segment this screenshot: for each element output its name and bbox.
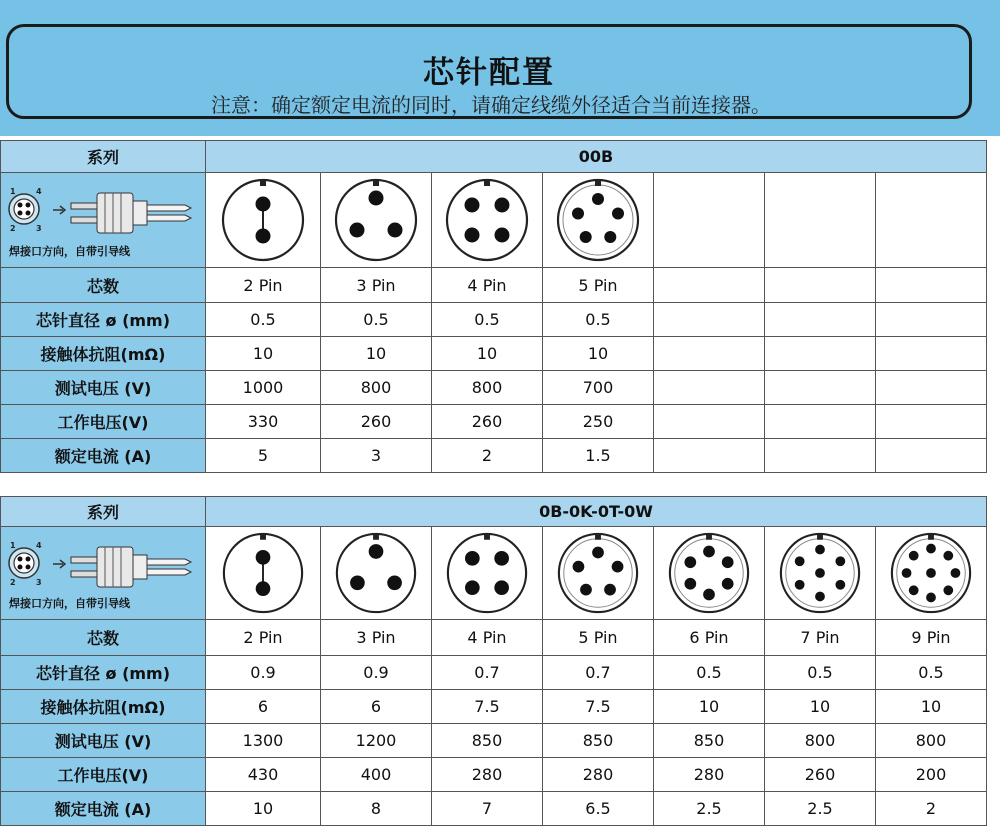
row-label: 芯针直径 ø (mm) [1,656,206,690]
table-cell: 200 [876,758,987,792]
table-cell: 430 [206,758,321,792]
pin-dot [815,545,825,555]
table-cell: 0.5 [876,656,987,690]
pin-dot [369,191,384,206]
table-row [1,439,987,473]
pin-dot [604,584,616,596]
connector-illustration [1,527,206,620]
side-pin-2: 2 [10,578,16,587]
pin-dot [572,208,584,220]
table-cell: 5 Pin [543,620,654,656]
row-label: 测试电压 (V) [1,724,206,758]
pin-dot [909,551,919,561]
table-row [1,337,987,371]
row-label: 工作电压(V) [1,758,206,792]
table-cell: 3 Pin [321,268,432,303]
side-pin-1: 1 [10,187,16,196]
pin-dot [795,556,805,566]
table-cell: 260 [765,758,876,792]
empty-cell [654,173,765,268]
table-cell [765,439,876,473]
table-cell: 0.9 [206,656,321,690]
table-cell: 5 [206,439,321,473]
table-cell: 2 [876,792,987,826]
table-cell: 1.5 [543,439,654,473]
table-cell [654,303,765,337]
table-cell: 5 Pin [543,268,654,303]
pin-layout-icon [776,529,864,617]
table-cell: 6 [321,690,432,724]
pin-dot [926,544,936,554]
empty-cell [765,173,876,268]
pin-layout-icon [332,529,420,617]
row-label: 芯数 [1,268,206,303]
pin-dot [951,568,961,578]
pin-dot [465,198,480,213]
table-row [1,792,987,826]
pin-layout-icon [554,529,642,617]
table-cell: 250 [543,405,654,439]
side-pin-4: 4 [36,187,42,196]
pin-dot [495,228,510,243]
pin-dot [465,551,480,566]
table-cell: 10 [432,337,543,371]
table-cell: 4 Pin [432,620,543,656]
pin-dot [815,592,825,602]
pin-layout-icon [553,175,643,265]
table-row [1,405,987,439]
pin-layout-icon [887,529,975,617]
pin-dot [465,228,480,243]
pin-dot [943,551,953,561]
pin-dot [926,593,936,603]
pin-layout-cell [432,527,543,620]
table-cell: 2 Pin [206,620,321,656]
table-row [1,656,987,690]
table-cell: 8 [321,792,432,826]
table-row [1,620,987,656]
table-cell: 10 [876,690,987,724]
table-cell: 2.5 [765,792,876,826]
pin-dot [494,551,509,566]
pin-dot [350,575,365,590]
table-cell [876,439,987,473]
table-cell [765,371,876,405]
table-cell: 0.5 [432,303,543,337]
spec-table-0b-0k-0t-0w [0,496,987,826]
series-label: 系列 [1,497,206,527]
table-cell: 2 Pin [206,268,321,303]
table-cell: 7 Pin [765,620,876,656]
table-cell: 0.7 [432,656,543,690]
pin-dot [604,231,616,243]
table-cell: 260 [432,405,543,439]
table-cell: 0.5 [765,656,876,690]
table-cell: 850 [543,724,654,758]
title-banner [6,24,972,119]
table-cell: 0.7 [543,656,654,690]
table-cell: 7.5 [432,690,543,724]
table-cell: 800 [876,724,987,758]
table-cell [654,337,765,371]
table-cell: 280 [543,758,654,792]
arrow-right-icon [53,206,65,214]
side-pin-3: 3 [36,224,42,233]
table-cell: 6.5 [543,792,654,826]
pin-dot [592,547,604,559]
table-cell [654,439,765,473]
pin-dot [943,585,953,595]
series-label: 系列 [1,141,206,173]
arrow-right-icon [53,560,65,568]
side-pin-2: 2 [10,224,16,233]
table-cell [876,405,987,439]
table-cell [765,303,876,337]
pin-layout-cell [543,527,654,620]
table-cell [876,337,987,371]
pin-dot [684,556,696,568]
table-cell [765,405,876,439]
connector-face-icon [5,533,200,601]
side-pin-3: 3 [36,578,42,587]
table-cell: 800 [321,371,432,405]
pin-dot [256,550,271,565]
table-cell [876,371,987,405]
table-cell: 800 [765,724,876,758]
row-label: 芯针直径 ø (mm) [1,303,206,337]
table-cell [765,268,876,303]
table-cell: 1000 [206,371,321,405]
pin-dot [256,581,271,596]
pin-dot [902,568,912,578]
pin-layout-icon [443,529,531,617]
row-label: 芯数 [1,620,206,656]
pin-dot [388,223,403,238]
connector-face-icon [5,179,200,247]
pin-dot [465,580,480,595]
table-cell: 10 [765,690,876,724]
row-label: 接触体抗阻(mΩ) [1,337,206,371]
table-cell: 0.5 [654,656,765,690]
table-cell: 7.5 [543,690,654,724]
pin-layout-cell [206,527,321,620]
table-cell: 9 Pin [876,620,987,656]
pin-layout-cell [765,527,876,620]
table-cell [876,268,987,303]
row-label: 额定电流 (A) [1,792,206,826]
table-cell [765,337,876,371]
table-cell: 0.5 [206,303,321,337]
table-cell: 800 [432,371,543,405]
table-cell: 10 [206,337,321,371]
side-pin-1: 1 [10,541,16,550]
table-cell: 4 Pin [432,268,543,303]
table-cell [654,405,765,439]
pin-layout-cell [654,527,765,620]
pin-dot [592,193,604,205]
table-cell: 10 [206,792,321,826]
pin-dot [350,223,365,238]
series-name: 00B [206,141,987,173]
pin-layout-cell [543,173,654,268]
page-title: 芯针配置 [423,55,555,91]
pin-dot [495,198,510,213]
table-cell: 330 [206,405,321,439]
series-name: 0B-0K-0T-0W [206,497,987,527]
plug-side-view-icon [71,547,191,587]
pin-dot [256,229,271,244]
pin-layout-cell [876,527,987,620]
pin-layout-cell [321,173,432,268]
table-cell: 10 [654,690,765,724]
spec-table-00b [0,140,987,473]
table-cell: 260 [321,405,432,439]
table-cell [876,303,987,337]
table-cell: 1200 [321,724,432,758]
table-cell [654,268,765,303]
connector-illustration [1,173,206,268]
pin-layout-cell [206,173,321,268]
table-cell: 850 [432,724,543,758]
table-cell: 1300 [206,724,321,758]
pin-dot [684,578,696,590]
pin-dot [580,584,592,596]
row-label: 额定电流 (A) [1,439,206,473]
empty-cell [876,173,987,268]
table-cell: 10 [543,337,654,371]
table-cell [654,371,765,405]
pin-dot [256,197,271,212]
table-cell: 6 [206,690,321,724]
pin-dot [387,575,402,590]
pin-layout-icon [218,175,308,265]
table-cell: 280 [432,758,543,792]
table-cell: 2 [432,439,543,473]
table-cell: 3 [321,439,432,473]
pin-dot [795,580,805,590]
pin-dot [369,544,384,559]
pin-dot [722,556,734,568]
table-cell: 2.5 [654,792,765,826]
pin-layout-icon [331,175,421,265]
table-row [1,724,987,758]
pin-dot [909,585,919,595]
table-row [1,371,987,405]
pin-dot [703,546,715,558]
table-cell: 10 [321,337,432,371]
pin-dot [835,556,845,566]
pin-dot [612,208,624,220]
row-label: 接触体抗阻(mΩ) [1,690,206,724]
table-row [1,690,987,724]
table-cell: 0.5 [321,303,432,337]
table-cell: 280 [654,758,765,792]
table-row [1,303,987,337]
pin-dot [722,578,734,590]
plug-side-view-icon [71,193,191,233]
pin-dot [612,561,624,573]
table-cell: 7 [432,792,543,826]
table-row [1,758,987,792]
table-cell: 400 [321,758,432,792]
table-row [1,268,987,303]
pin-dot [835,580,845,590]
pin-dot [494,580,509,595]
pin-dot [580,231,592,243]
side-caption: 焊接口方向，自带引导线 [9,245,130,258]
row-label: 测试电压 (V) [1,371,206,405]
pin-layout-cell [321,527,432,620]
attention-note: 注意：确定额定电流的同时，请确定线缆外径适合当前连接器。 [211,93,771,117]
side-caption: 焊接口方向，自带引导线 [9,597,130,610]
pin-dot [926,568,936,578]
table-cell: 700 [543,371,654,405]
pin-layout-icon [665,529,753,617]
pin-dot [815,568,825,578]
row-label: 工作电压(V) [1,405,206,439]
table-cell: 6 Pin [654,620,765,656]
table-cell: 0.5 [543,303,654,337]
table-cell: 0.9 [321,656,432,690]
pin-dot [573,561,585,573]
pin-layout-icon [219,529,307,617]
side-pin-4: 4 [36,541,42,550]
table-cell: 850 [654,724,765,758]
pin-layout-icon [442,175,532,265]
pin-dot [703,589,715,601]
pin-layout-cell [432,173,543,268]
table-cell: 3 Pin [321,620,432,656]
